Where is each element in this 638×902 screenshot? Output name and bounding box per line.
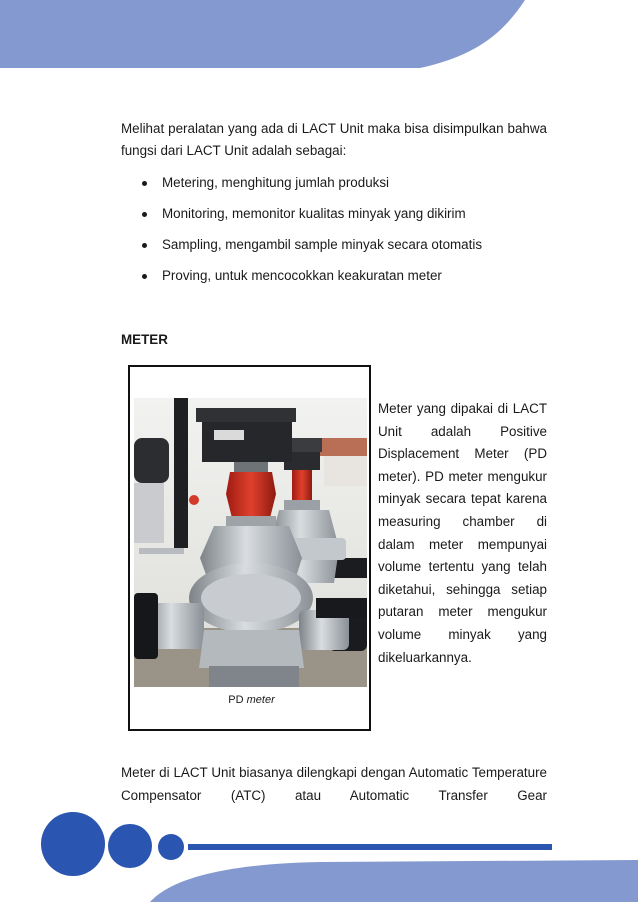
bullet-icon xyxy=(142,212,147,217)
meter-description: Meter yang dipakai di LACT Unit adalah Positive Displacement Meter (PD meter). PD meter mengukur minyak secara tepat karena measuring chamber di dalam meter mempunyai volume tertentu yang telah diketahui, sehingga setiap putaran meter mengukur volume minyak yang dikeluarkannya. xyxy=(378,401,547,665)
footer-decoration xyxy=(0,800,638,902)
pd-meter-photo xyxy=(134,398,367,687)
function-list xyxy=(121,172,547,287)
list-item: Metering, menghitung jumlah produksi xyxy=(121,172,547,194)
list-item: Sampling, mengambil sample minyak secara otomatis xyxy=(121,234,547,256)
figure-caption: PD meter xyxy=(228,694,275,706)
bullet-icon xyxy=(142,243,147,248)
bullet-icon xyxy=(142,181,147,186)
intro-section xyxy=(121,118,547,296)
closing-paragraph: Meter di LACT Unit biasanya dilengkapi dengan Automatic Temperature Compensator (ATC) atau Automatic Transfer Gear xyxy=(121,765,547,803)
list-item: Proving, untuk mencocokkan keakuratan meter xyxy=(121,265,547,287)
header-banner xyxy=(0,0,638,70)
bullet-icon xyxy=(142,274,147,279)
list-item: Monitoring, memonitor kualitas minyak yang dikirim xyxy=(121,203,547,225)
section-heading: METER xyxy=(121,332,168,347)
intro-paragraph: Melihat peralatan yang ada di LACT Unit maka bisa disimpulkan bahwa fungsi dari LACT Unit adalah sebagai: xyxy=(121,121,547,158)
